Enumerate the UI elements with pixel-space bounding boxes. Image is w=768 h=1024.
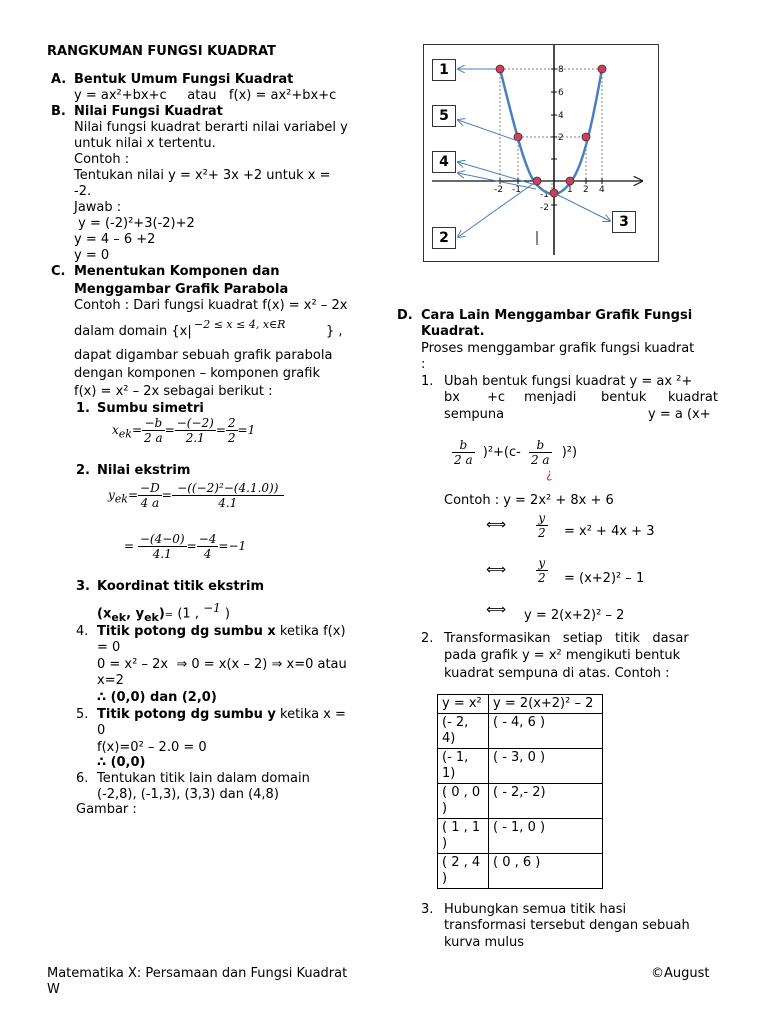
section-a-marker: A. [51,72,67,87]
fraction-den: 2 [227,431,236,445]
step-3-line-1: Hubungkan semua titik hasi [444,902,627,917]
xtick-label: -2 [494,185,503,195]
item-5-number: 5. [76,707,89,722]
step-2-line-2: pada grafik y = x² mengikuti bentuk [444,648,681,663]
point-marker [598,65,606,73]
table-header-cell: y = x² [438,695,489,714]
example-step-1 [536,511,548,540]
section-c-marker: C. [51,264,66,279]
fraction-den: 4 a [140,496,160,510]
section-b-line: -2. [74,184,92,199]
eq-lhs: y [108,488,115,502]
table-cell: ( - 4, 6 ) [489,714,603,749]
table-header-cell: y = 2(x+2)² – 2 [489,695,603,714]
section-b-line: y = 4 – 6 +2 [74,232,156,247]
section-d-intro-1: Proses menggambar grafik fungsi kuadrat [421,341,695,356]
fraction-num: b [529,438,552,453]
section-c-intro-1: Contoh : Dari fungsi kuadrat f(x) = x² – 2x [74,298,348,313]
page-title: RANGKUMAN FUNGSI KUADRAT [47,44,276,59]
fraction-num: y [536,511,548,526]
fraction [172,481,284,510]
fraction-den: 2 [538,571,546,585]
point-marker [550,189,558,197]
coord-val: ) [224,606,230,622]
section-d-heading-1: Cara Lain Menggambar Grafik Fungsi [421,308,693,323]
justified-word: kuadrat [668,390,718,405]
section-b-heading: Nilai Fungsi Kuadrat [74,104,223,119]
coord-eq: = [164,609,174,621]
ytick-label: -1 [540,190,549,200]
item-6-line-3: Gambar : [76,802,137,817]
section-c-intro-4: dengan komponen – komponen grafik [74,366,320,381]
section-c-intro-3: dapat digambar sebuah grafik parabola [74,348,333,363]
justified-word: menjadi [524,390,577,405]
point-marker [566,177,574,185]
point-marker [533,177,541,185]
table-cell: ( 0 , 0 ) [438,784,489,819]
section-c-heading-2: Menggambar Grafik Parabola [74,282,289,297]
xtick-label: -1 [512,185,521,195]
section-c-heading-1: Menentukan Komponen dan [74,264,280,279]
table-cell: (- 1, 1) [438,749,489,784]
section-a-formula: y = ax²+bx+c atau f(x) = ax²+bx+c [74,88,337,103]
point-marker [582,133,590,141]
fraction [452,438,475,467]
transformation-table [437,694,603,889]
table-row [438,819,603,854]
section-c-intro-2a: dalam domain {x| [74,324,192,339]
item-4-line-3: 0 = x² – 2x ⇒ 0 = x(x – 2) ⇒ x=0 atau [97,657,347,672]
item-4-line-5: ∴ (0,0) dan (2,0) [97,690,217,705]
equivalence-arrow: ⟺ [486,602,507,618]
section-d-marker: D. [397,308,413,323]
step-1-line-1: Ubah bentuk fungsi kuadrat y = ax ²+ [444,374,693,389]
section-b-line: Nilai fungsi kuadrat berarti nilai variabel y [74,120,348,135]
fraction-den: 2 a [530,453,550,467]
table-header-row [438,695,603,714]
fraction-num: y [536,556,548,571]
eq-lhs: x [112,423,119,437]
section-d-intro-2: : [421,357,426,372]
parabola-graph [423,44,659,262]
item-3-number: 3. [76,579,90,594]
extreme-value-equation-1: $y_{ek}=$ $\frac{-D}{4 a}$ = $\frac{\text{−((−2)²−(4.1.0))}}{4.1}$ [108,481,284,510]
eq-sub: ek [118,427,132,441]
fraction-den: 2.1 [185,431,205,445]
section-b-line: y = (-2)²+3(-2)+2 [74,216,195,231]
item-3-title: Koordinat titik ekstrim [97,579,264,594]
fraction-num: −b [142,416,165,431]
section-a-heading: Bentuk Umum Fungsi Kuadrat [74,72,294,87]
fraction [226,416,238,445]
graph-label-3: 3 [612,211,636,233]
section-b-line: Contoh : [74,152,130,167]
fraction-num: −(−2) [176,416,214,430]
xtick-label: 1 [567,185,573,195]
formula-mid: )²+(c- [482,445,521,460]
example-step-2-rhs: = (x+2)² – 1 [564,571,645,586]
step-2-line-1: Transformasikan setiap titik dasar [444,631,689,646]
step-3-line-3: kurva mulus [444,935,525,950]
equivalence-arrow: ⟺ [486,562,507,578]
fraction [175,416,216,445]
fraction-den: 4.1 [152,547,172,561]
step-2-line-3: kuadrat sempuna di atas. Contoh : [444,666,670,681]
table-cell: ( 1 , 1 ) [438,819,489,854]
ytick-label: 6 [558,88,564,98]
justified-word: bentuk [601,390,647,405]
step-1-number: 1. [421,374,434,389]
item-4-line-1 [97,624,346,640]
equivalence-arrow: ⟺ [486,517,507,533]
fraction [529,438,552,467]
completed-square-formula [452,438,577,467]
footer-left-2: W [47,982,60,997]
section-c-domain: −2 ≤ x ≤ 4, x∈R [194,318,286,331]
item-5-line-4: ∴ (0,0) [97,755,146,770]
graph-label-2: 2 [432,227,456,249]
graph-label-4: 4 [432,151,456,173]
footer-right: ©August [651,966,710,981]
ytick-label: -2 [540,203,549,213]
coord-val: −1 [203,601,221,615]
coord-sub: ek [144,610,159,624]
table-row [438,749,603,784]
item-4-line-2: = 0 [97,640,121,655]
point-marker [496,65,504,73]
item-4-line-4: x=2 [97,673,124,688]
step-1-line-3a: sempuna [444,407,505,422]
fraction [138,481,162,510]
ytick-label: 4 [558,111,564,121]
fraction-den: 4.1 [218,496,238,510]
annotation-arrows [458,69,610,237]
eq-result: =−1 [218,539,247,553]
fraction-num: −D [140,481,160,495]
eq-sub: ek [114,492,128,506]
item-4-number: 4. [76,624,89,639]
formula-error-mark: ¿ [546,467,553,481]
ytick-label: 2 [558,133,564,143]
item-6-line-2: (-2,8), (-1,3), (3,3) dan (4,8) [97,787,279,802]
section-b-line: Jawab : [74,200,122,215]
fraction-num: −(4−0) [139,532,185,546]
justified-word: +c [487,390,506,405]
extreme-point-coordinate [97,600,230,626]
item-5-line-3: f(x)=0² – 2.0 = 0 [97,740,207,755]
section-b-body [74,120,348,264]
fraction-num: −4 [198,532,217,546]
coord-val: (1 , [177,606,199,622]
fraction-den: 4 [203,547,212,561]
item-1-number: 1. [76,401,90,416]
fraction [536,511,548,540]
item-1-title: Sumbu simetri [97,401,204,416]
table-cell: ( 2 , 4 ) [438,854,489,889]
eq-result: =1 [237,423,256,437]
fraction [138,532,187,561]
fraction-num: −((−2)²−(4.1.0)) [172,481,284,496]
coord-sub: ek [111,610,127,624]
fraction [142,416,165,445]
table-cell: ( 0 , 6 ) [489,854,603,889]
item-5-rest: ketika x = [275,707,346,722]
xtick-label: 4 [599,185,605,195]
item-5-title: Titik potong dg sumbu y [97,707,276,722]
example-step-2 [536,556,548,585]
table-row [438,714,603,749]
section-d-heading-2: Kuadrat. [421,324,485,339]
table-cell: ( - 1, 0 ) [489,819,603,854]
fraction-den: 2 a [454,453,473,467]
section-b-marker: B. [51,104,66,119]
symmetry-axis-equation: $x_{ek}=$ $\frac{-b}{2 a}$ = $\frac{-(-2)}{2.1}$ = $\frac{2}{2}$ =1 [112,416,256,445]
justified-word: bx [444,390,460,405]
item-5-line-2: 0 [97,723,106,738]
step-3-number: 3. [421,902,434,917]
section-b-line: y = 0 [74,248,110,263]
item-2-number: 2. [76,463,90,478]
item-2-title: Nilai ekstrim [97,463,191,478]
step-3-line-2: transformasi tersebut dengan sebuah [444,918,690,933]
step-2-number: 2. [421,631,434,646]
fraction [197,532,219,561]
fraction-den: 2 a [144,431,163,445]
parabola-curve [500,69,602,194]
table-cell: ( - 2,- 2) [489,784,603,819]
fraction [536,556,548,585]
step-1-line-3b: y = a (x+ [648,407,711,422]
item-6-line-1: Tentukan titik lain dalam domain [97,771,310,786]
xtick-label: 2 [583,185,589,195]
fraction-num: 2 [227,416,236,430]
table-cell: ( - 3, 0 ) [489,749,603,784]
coord-open: (x [97,606,112,622]
table-row [438,784,603,819]
item-5-line-1 [97,707,346,723]
coord-y: , y [126,606,145,622]
extreme-value-equation-2: = $\frac{-(4-0)}{4.1}$ = $\frac{-4}{4}$ =−1 [124,532,247,561]
example-step-3: y = 2(x+2)² – 2 [524,608,625,623]
table-row [438,854,603,889]
section-c-intro-2c: } , [326,324,343,339]
item-4-rest: ketika f(x) [275,624,346,639]
item-4-title: Titik potong dg sumbu x [97,624,276,639]
fraction-den: 2 [538,526,546,540]
footer-left: Matematika X: Persamaan dan Fungsi Kuadrat [47,966,348,981]
section-b-line: untuk nilai x tertentu. [74,136,216,151]
formula-end: )²) [561,445,578,460]
item-6-number: 6. [76,771,89,786]
graph-label-1: 1 [432,59,456,81]
ytick-label: 8 [558,65,564,75]
example-step-1-rhs: = x² + 4x + 3 [564,524,655,539]
table-cell: (- 2, 4) [438,714,489,749]
coord-close: ) [158,606,165,622]
fraction-num: b [452,438,475,453]
graph-label-5: 5 [432,105,456,127]
step-1-example: Contoh : y = 2x² + 8x + 6 [444,493,614,508]
section-b-line: Tentukan nilai y = x²+ 3x +2 untuk x = [74,168,331,183]
section-c-intro-5: f(x) = x² – 2x sebagai berikut : [74,384,273,399]
